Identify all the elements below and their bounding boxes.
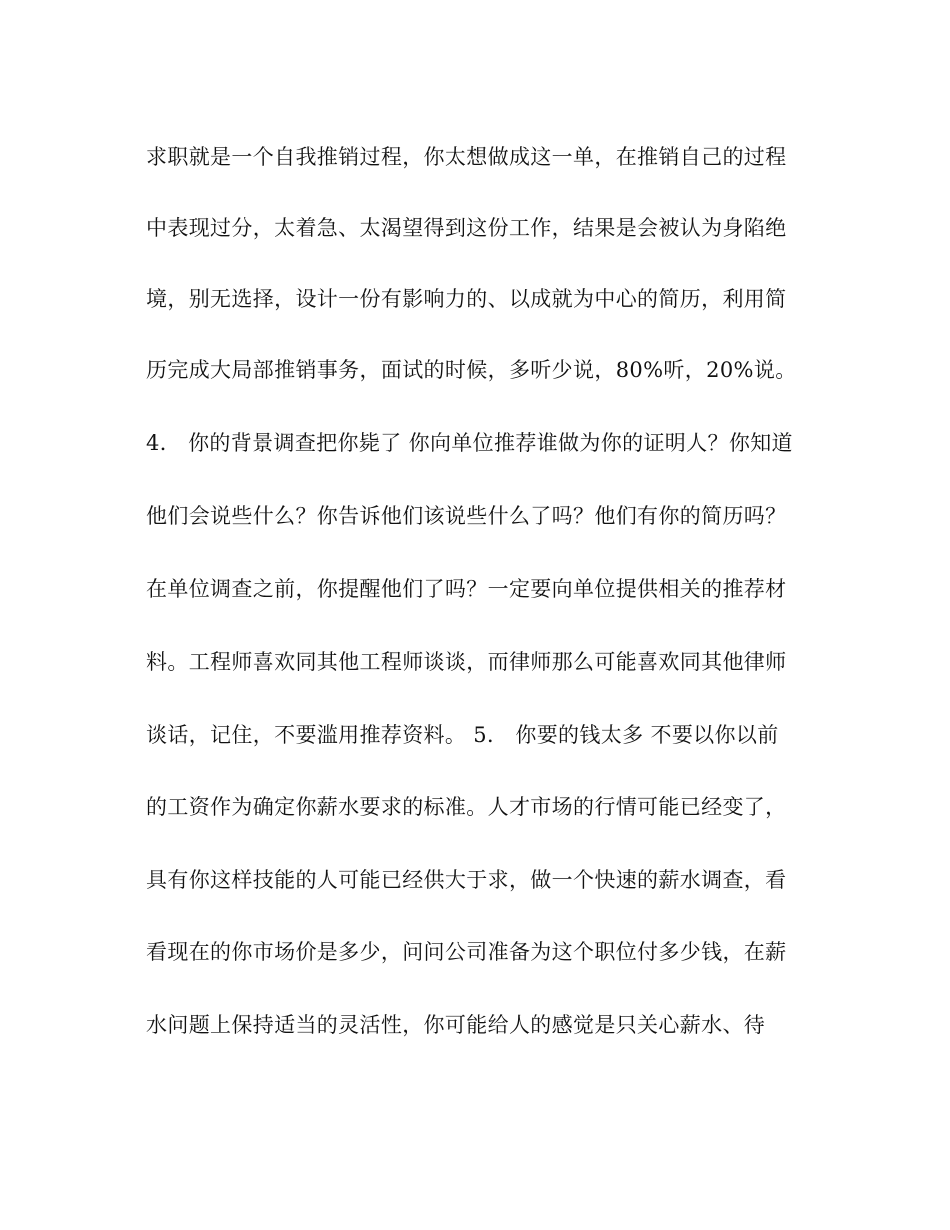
text-line: 他们会说些什么？你告诉他们该说些什么了吗？他们有你的简历吗？ [146, 504, 787, 528]
text-line: 具有你这样技能的人可能已经供大于求，做一个快速的薪水调查，看 [146, 868, 787, 892]
text-line: 谈话，记住，不要滥用推荐资料。 5． 你要的钱太多 不要以你以前 [146, 723, 779, 747]
text-line: 中表现过分，太着急、太渴望得到这份工作，结果是会被认为身陷绝 [146, 216, 787, 240]
text-line: 4． 你的背景调查把你毙了 你向单位推荐谁做为你的证明人？你知道 [146, 431, 793, 455]
text-line: 在单位调查之前，你提醒他们了吗？一定要向单位提供相关的推荐材 [146, 577, 787, 601]
text-line: 历完成大局部推销事务，面试的时候，多听少说，80%听，20%说。 [146, 358, 797, 382]
text-line: 的工资作为确定你薪水要求的标准。人才市场的行情可能已经变了， [146, 795, 787, 819]
text-line: 看现在的你市场价是多少，问问公司准备为这个职位付多少钱，在薪 [146, 940, 787, 964]
text-line: 境，别无选择，设计一份有影响力的、以成就为中心的简历，利用简 [146, 287, 787, 311]
text-line: 求职就是一个自我推销过程，你太想做成这一单，在推销自己的过程 [146, 145, 787, 169]
text-line: 料。工程师喜欢同其他工程师谈谈，而律师那么可能喜欢同其他律师 [146, 650, 787, 674]
text-line: 水问题上保持适当的灵活性，你可能给人的感觉是只关心薪水、待 [146, 1013, 766, 1037]
